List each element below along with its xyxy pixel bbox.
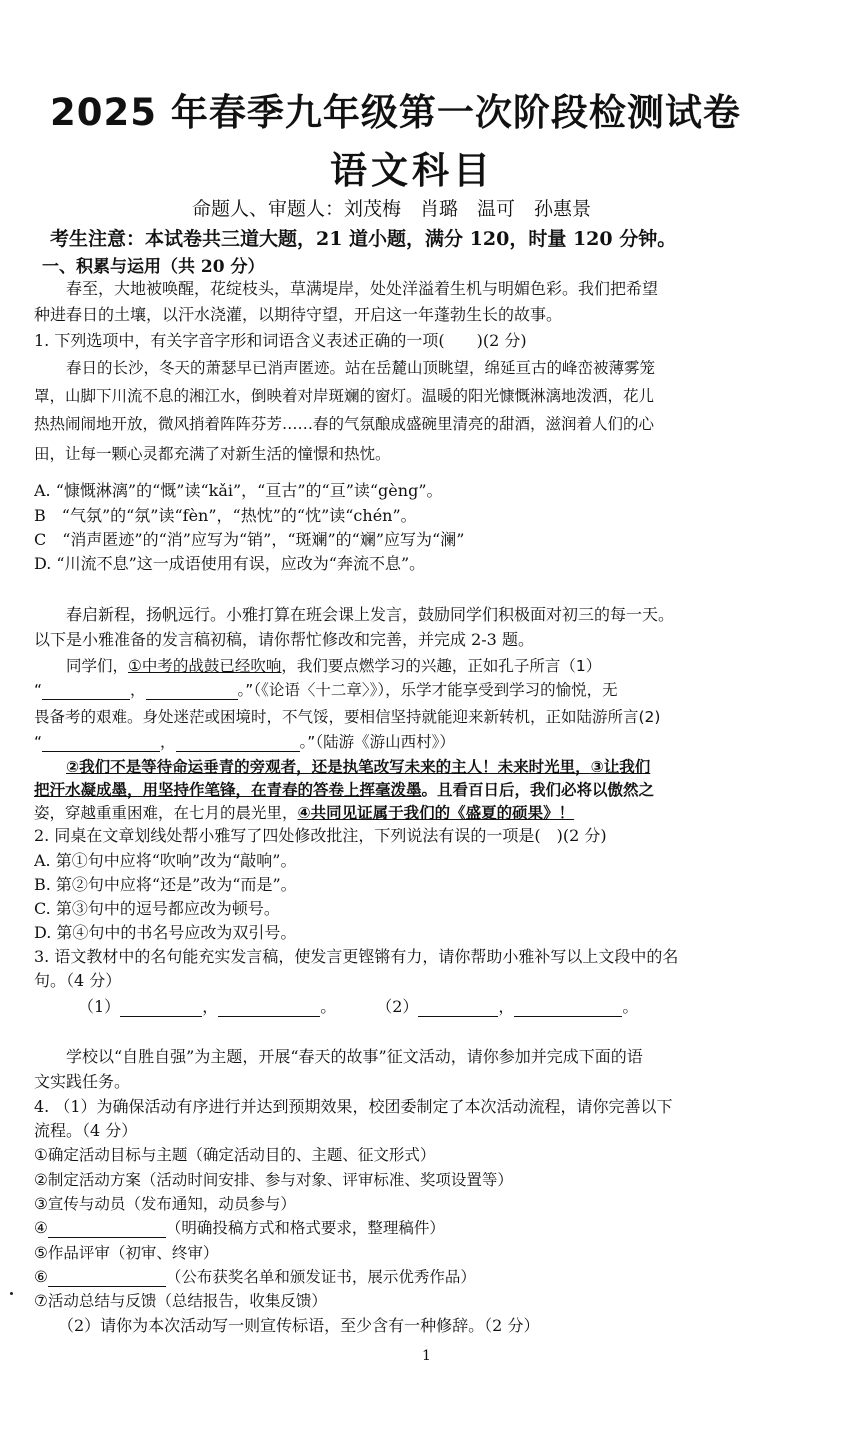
question-2-option-b: B. 第②句中应将“还是”改为“而是”。: [34, 875, 297, 894]
exam-authors: 命题人、审题人：刘茂梅 肖璐 温可 孙惠景: [192, 198, 592, 220]
answer-blank[interactable]: [120, 1000, 202, 1017]
question-1-option-c: C “消声匿迹”的“消”应写为“销”，“斑斓”的“斓”应写为“澜”: [34, 530, 465, 549]
page-number: 1: [422, 1348, 431, 1364]
answer-period: 。: [320, 997, 337, 1016]
answer-blank[interactable]: [218, 1000, 320, 1017]
question-1-passage-line: 春日的长沙，冬天的萧瑟早已消声匿迹。站在岳麓山顶眺望，绵延亘古的峰峦被薄雾笼: [66, 359, 656, 377]
speech-text: ，: [130, 681, 146, 699]
speech-draft-line: [34, 680, 834, 700]
answer-blank[interactable]: [514, 1000, 622, 1017]
answer-blank[interactable]: [146, 683, 238, 700]
answer-comma: ，: [202, 997, 219, 1016]
question-3-stem: 句。（4 分）: [34, 971, 122, 990]
speech-text: 同学们，: [66, 657, 129, 675]
question-1-passage-line: 热热闹闹地开放，微风捎着阵阵芬芳……春的气氛酿成盛碗里清亮的甜酒，滋润着人们的心: [34, 415, 655, 433]
speech-draft-line: [34, 780, 834, 800]
step-number: ④: [34, 1219, 48, 1237]
speech-underlined-4: ④共同见证属于我们的《盛夏的硕果》！: [297, 804, 575, 822]
question-1-option-b: B “气氛”的“氛”读“fèn”，“热忱”的“忱”读“chén”。: [34, 506, 417, 525]
process-step-1: ①确定活动目标与主题（确定活动目的、主题、征文形式）: [34, 1146, 436, 1164]
scan-speck: [10, 1292, 13, 1295]
speech-draft-line: [34, 732, 834, 752]
speech-text: “: [34, 733, 43, 751]
speech-text: 。”（陆游《游山西村》）: [299, 733, 455, 751]
speech-draft-line: [66, 757, 836, 777]
question-2-option-c: C. 第③句中的逗号都应改为顿号。: [34, 899, 280, 918]
answer-blank[interactable]: [48, 1270, 166, 1287]
answer-period: 。: [622, 997, 639, 1016]
question-3-stem: 3. 语文教材中的名句能充实发言稿，使发言更铿锵有力，请你帮助小雅补写以上文段中的名: [34, 947, 679, 966]
step-number: ⑥: [34, 1268, 48, 1286]
speech-underlined-1: ①中考的战鼓已经吹响: [128, 657, 282, 675]
speech-text: 。且看百日后，我们必将以傲然之: [421, 781, 655, 799]
question-2-stem: 2. 同桌在文章划线处帮小雅写了四处修改批注，下列说法有误的一项是( )(2 分): [34, 826, 607, 845]
step-text: （公布获奖名单和颁发证书，展示优秀作品）: [165, 1268, 476, 1286]
speech-text: ，我们要点燃学习的兴趣，正如孔子所言（1）: [281, 657, 602, 675]
speech-text: 。”（《论语〈十二章〉》），乐学才能享受到学习的愉悦，无: [237, 681, 618, 699]
speech-intro-line: 春启新程，扬帆远行。小雅打算在班会课上发言，鼓励同学们积极面对初三的每一天。: [66, 605, 675, 624]
section-intro-line: 春至，大地被唤醒，花绽枝头，草满堤岸，处处洋溢着生机与明媚色彩。我们把希望: [66, 279, 659, 298]
answer-blank[interactable]: [42, 735, 160, 752]
speech-text: “: [34, 681, 43, 699]
exam-title: 2025 年春季九年级第一次阶段检测试卷: [50, 91, 741, 134]
answer-blank[interactable]: [176, 735, 300, 752]
speech-underlined-2: ②我们不是等待命运垂青的旁观者，还是执笔改写未来的主人！未来时光里，: [66, 758, 591, 776]
exam-notice: 考生注意：本试卷共三道大题，21 道小题，满分 120，时量 120 分钟。: [50, 228, 677, 250]
question-2-option-a: A. 第①句中应将“吹响”改为“敲响”。: [34, 851, 297, 870]
question-1-passage-line: 罩，山脚下川流不息的湘江水，倒映着对岸斑斓的窗灯。温暖的阳光慷慨淋漓地泼洒，花儿: [34, 387, 655, 405]
speech-draft-line: [34, 803, 834, 823]
question-1-passage-line: 田，让每一颗心灵都充满了对新生活的憧憬和热忱。: [34, 445, 391, 463]
step-text: （明确投稿方式和格式要求，整理稿件）: [165, 1219, 445, 1237]
speech-draft-line: 畏备考的艰难。身处迷茫或困境时，不气馁，要相信坚持就能迎来新转机，正如陆游所言(2): [34, 708, 661, 726]
question-4-stem: 流程。（4 分）: [34, 1121, 138, 1140]
process-step-2: ②制定活动方案（活动时间安排、参与对象、评审标准、奖项设置等）: [34, 1171, 513, 1189]
question-4-sub2: （2）请你为本次活动写一则宣传标语，至少含有一种修辞。（2 分）: [58, 1316, 540, 1335]
question-1-option-a: A. “慷慨淋漓”的“慨”读“kǎi”，“亘古”的“亘”读“gèng”。: [34, 481, 443, 500]
process-step-3: ③宣传与动员（发布通知，动员参与）: [34, 1195, 296, 1213]
question-1-option-d: D. “川流不息”这一成语使用有误，应改为“奔流不息”。: [34, 554, 426, 573]
speech-text: 姿，穿越重重困难，在七月的晨光里，: [34, 804, 298, 822]
question-1-stem: 1. 下列选项中，有关字音字形和词语含义表述正确的一项( )(2 分): [34, 331, 527, 350]
speech-underlined-3-cont: 把汗水凝成墨，用坚持作笔锋，在青春的答卷上挥毫泼墨: [34, 781, 422, 799]
process-step-7: ⑦活动总结与反馈（总结报告，收集反馈）: [34, 1292, 327, 1310]
question-4-intro: 文实践任务。: [34, 1072, 131, 1091]
answer-comma: ，: [498, 997, 515, 1016]
speech-text: ，: [160, 733, 176, 751]
question-4-intro: 学校以“自胜自强”为主题，开展“春天的故事”征文活动，请你参加并完成下面的语: [66, 1047, 643, 1066]
section-intro-line: 种进春日的土壤，以汗水浇灌，以期待守望，开启这一年蓬勃生长的故事。: [34, 305, 563, 324]
question-2-option-d: D. 第④句中的书名号应改为双引号。: [34, 923, 297, 942]
answer-number-2: （2）: [376, 997, 419, 1016]
exam-subject: 语文科目: [330, 149, 494, 192]
answer-blank[interactable]: [42, 683, 130, 700]
process-step-5: ⑤作品评审（初审、终审）: [34, 1244, 219, 1262]
question-4-stem: 4. （1）为确保活动有序进行并达到预期效果，校团委制定了本次活动流程，请你完善以下: [34, 1097, 673, 1116]
answer-blank[interactable]: [418, 1000, 498, 1017]
section-heading: 一、积累与运用（共 20 分）: [42, 257, 265, 277]
question-3-answer-line: [78, 997, 838, 1017]
process-step-4: [34, 1218, 834, 1238]
speech-draft-line: [66, 656, 836, 676]
speech-intro-line: 以下是小雅准备的发言稿初稿，请你帮忙修改和完善，并完成 2-3 题。: [34, 630, 534, 649]
answer-blank[interactable]: [48, 1221, 166, 1238]
answer-number-1: （1）: [78, 997, 121, 1016]
speech-underlined-3: ③让我们: [590, 758, 651, 776]
process-step-6: [34, 1267, 834, 1287]
